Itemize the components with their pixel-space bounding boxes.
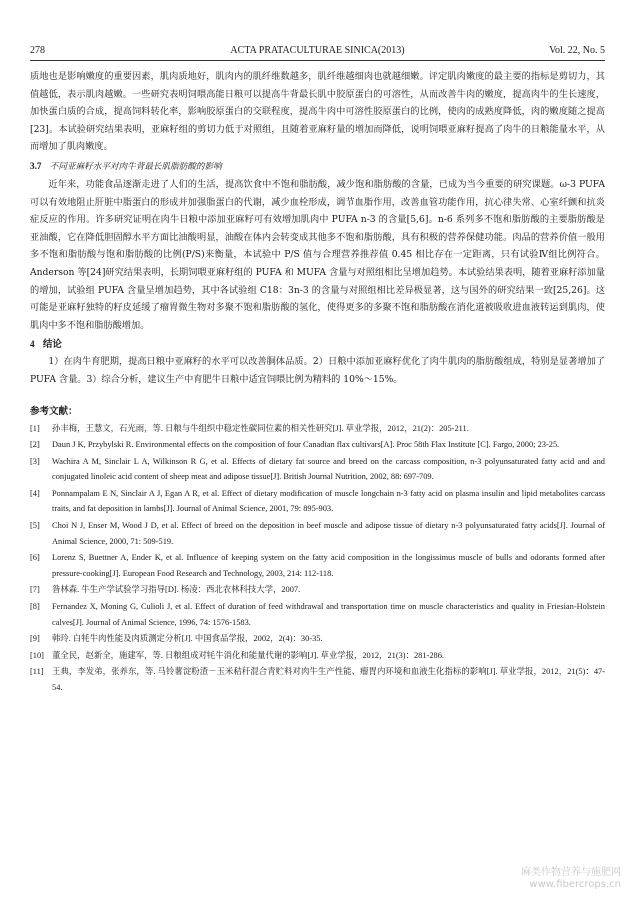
reference-item bbox=[30, 486, 605, 517]
article-body bbox=[30, 68, 605, 697]
reference-number: [10] bbox=[30, 650, 44, 660]
reference-text: Daun J K, Przybylski R. Environmental effects on the composition of four Canadian flax cultivars[A]. Proc 58th Flax Institute [C]. Fargo, 2000; 23-25. bbox=[52, 440, 560, 450]
body-paragraph-2: 近年来，功能食品逐渐走进了人们的生活，提高饮食中不饱和脂肪酸，减少饱和脂肪酸的含量，已成为当今重要的研究课题。ω-3 PUFA 可以有效地阻止肝脏中脂蛋白的形成并加强脂蛋白的代谢，减少血栓形成，调节血脂作用，改善血管功能作用，抗心律失常、心室纤颤和抗炎症反应的作用。许多研究证明在肉牛日粮中添加亚麻籽可有效增加肌肉中 PUFA n-3 的含量[5,6]。n-6 系列多不饱和脂肪酸的主要脂肪酸是亚油酸，它在降低胆固醇水平方面比油酸明显，油酸在体内会转变成其他多不饱和脂肪酸，具有积极的营养保健功能。肉品的营养价值一般用多不饱和脂肪酸与饱和脂肪酸的比例(P/S)来衡量，本试验中 P/S 值与合理营养推荐值 0.45 相比存在一定距离，只有试验Ⅳ组比例符合。Anderson 等[24]研究结果表明，长期饲喂亚麻籽组的 PUFA 和 MUFA 含量与对照组相比呈增加趋势。本试验结果表明，随着亚麻籽添加量的增加，试验组 PUFA 含量呈增加趋势，其中各试验组 C18：3n-3 的含量与对照组相比差异极显著，这与国外的研究结果一致[25,26]。这可能是亚麻籽独特的籽皮延缓了瘤胃微生物对多聚不饱和脂肪酸的氢化，使得更多的多聚不饱和脂肪酸在消化道被吸收进血液转运到肌肉，使肌肉中多不饱和脂肪酸增加。 bbox=[30, 178, 605, 331]
reference-item bbox=[30, 648, 605, 664]
reference-item bbox=[30, 550, 605, 581]
body-paragraph-1: 质地也是影响嫩度的重要因素，肌肉质地好，肌肉内的肌纤维数越多，肌纤维越细肉也就越细嫩。评定肌肉嫩度的最主要的指标是剪切力，其值越低，表示肌肉越嫩。一些研究表明饲喂高能日粮可以提高牛背最长肌中胶原蛋白的可溶性，从而改善牛肉的嫩度，提高肉牛的生长速度，加快蛋白质的合成，提高饲料转化率，影响胶原蛋白的交联程度，提高牛肉中可溶性胶原蛋白的比例，使肉的成熟度降低，肉的嫩度随之提高[23]。本试验研究结果表明，亚麻籽组的剪切力低于对照组，且随着亚麻籽量的增加而降低，说明饲喂亚麻籽提高了肉牛的日粮能量水平，从而增加了肌肉嫩度。 bbox=[30, 71, 605, 153]
section-number: 3.7 bbox=[30, 160, 42, 171]
reference-text: Choi N J, Enser M, Wood J D, et al. Effect of breed on the deposition in beef muscle and adipose tissue of dietary n-3 polyunsaturated fatty acids[J]. Journal of Animal Science, 2000, 71: 509-519. bbox=[52, 521, 605, 546]
reference-text: Wachira A M, Sinclair L A, Wilkinson R G, et al. Effects of dietary fat source and breed on the carcass composition, n-3 polyunsaturated fatty acid and and conjugated linoleic acid content of sheep meat and adipose tissue[J]. British Journal Nutrition, 2002, 88: 697-709. bbox=[52, 456, 605, 482]
reference-number: [5] bbox=[30, 521, 40, 531]
section-title: 结论 bbox=[42, 339, 62, 351]
reference-item bbox=[30, 437, 605, 453]
reference-text: 昝林森. 牛生产学试验学习指导[D]. 杨凌：西北农林科技大学，2007. bbox=[52, 585, 301, 595]
reference-text: Ponnampalam E N, Sinclair A J, Egan A R, et al. Effect of dietary modification of muscle longchain n-3 fatty acid on plasma insulin and lipid metabolites carcass traits, and fat deposition in lambs[J]. Journal of Animal Science, 2001, 79: 895-903. bbox=[52, 488, 605, 514]
site-watermark bbox=[491, 867, 621, 891]
reference-text: 韩玲. 白牦牛肉性能及肉质测定分析[J]. 中国食品学报，2002，2(4)：30-35. bbox=[52, 634, 323, 644]
reference-text: Lorenz S, Buettner A, Ender K, et al. Influence of keeping system on the fatty acid composition in the longissimus muscle of bulls and odorants formed after pressure-cooking[J]. European Food Research and Technology, 2003, 214: 112-118. bbox=[52, 553, 605, 578]
reference-number: [8] bbox=[30, 602, 40, 612]
reference-item bbox=[30, 454, 605, 485]
journal-name: ACTA PRATACULTURAE SINICA(2013) bbox=[230, 45, 405, 56]
page-number: 278 bbox=[30, 45, 45, 56]
reference-text: Fernandez X, Moning G, Culioli J, et al. Effect of duration of feed withdrawal and transportation time on muscle characteristics and quality in Friesian-Holstein calves[J]. Journal of Animal Science, 1996, 74: 1576-1583. bbox=[52, 602, 605, 627]
references-heading: 参考文献： bbox=[30, 405, 78, 417]
section-number: 4 bbox=[30, 339, 35, 350]
reference-number: [3] bbox=[30, 456, 40, 466]
reference-number: [11] bbox=[30, 667, 44, 677]
running-header bbox=[30, 42, 605, 61]
body-paragraph-3: 1）在肉牛育肥期，提高日粮中亚麻籽的水平可以改善胴体品质。2）日粮中添加亚麻籽优化了肉牛肌肉的脂肪酸组成，特别是显著增加了 PUFA 含量。3）综合分析，建议生产中育肥牛日粮中适宜饲喂比例为精料的 10%～15%。 bbox=[30, 356, 605, 385]
section-4-heading bbox=[30, 337, 605, 352]
reference-text: 董全民，赵新全，施建军，等. 日粮组成对牦牛消化和能量代谢的影响[J]. 草业学报，2012，21(3)：281-286. bbox=[52, 650, 444, 660]
reference-item bbox=[30, 518, 605, 549]
reference-number: [1] bbox=[30, 423, 40, 433]
reference-number: [7] bbox=[30, 585, 40, 595]
reference-list bbox=[30, 421, 605, 696]
reference-item bbox=[30, 631, 605, 647]
reference-number: [4] bbox=[30, 488, 40, 498]
reference-item bbox=[30, 582, 605, 598]
reference-text: 孙丰梅，王慧文，石光雨，等. 日粮与牛组织中稳定性碳同位素的相关性研究[J]. 草业学报，2012，21(2)：205-211. bbox=[52, 423, 469, 433]
watermark-line-2: www.fibercrops.cn bbox=[529, 879, 621, 890]
reference-number: [6] bbox=[30, 553, 40, 563]
section-3-7-heading bbox=[30, 159, 605, 175]
volume-issue: Vol. 22, No. 5 bbox=[549, 45, 605, 56]
reference-item bbox=[30, 599, 605, 630]
reference-text: 王典，李发弟，张养东，等. 马铃薯淀粉渣－玉米秸秆混合青贮料对肉牛生产性能、瘤胃内环境和血液生化指标的影响[J]. 草业学报，2012，21(5)：47-54. bbox=[52, 667, 605, 692]
watermark-line-1: 麻类作物营养与施肥网 bbox=[521, 867, 621, 878]
reference-number: [2] bbox=[30, 440, 40, 450]
reference-item bbox=[30, 664, 605, 695]
reference-item bbox=[30, 421, 605, 437]
reference-number: [9] bbox=[30, 634, 40, 644]
section-title: 不同亚麻籽水平对肉牛背最长肌脂肪酸的影响 bbox=[49, 161, 222, 172]
